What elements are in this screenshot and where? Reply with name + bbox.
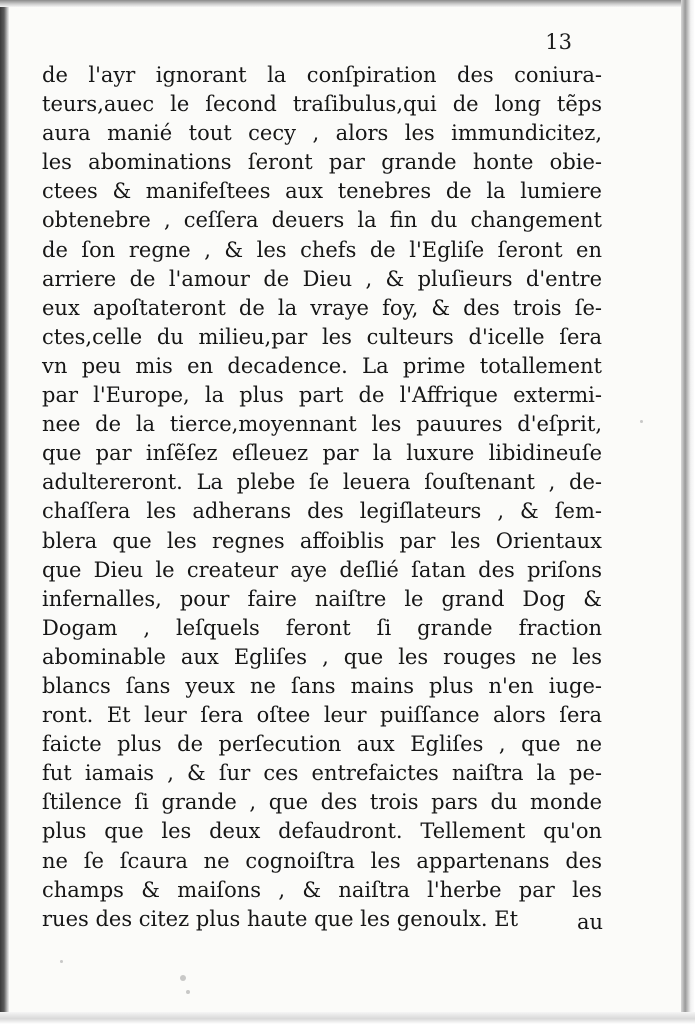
text-line: aura manié tout cecy , alors les immundicitez, (42, 121, 602, 146)
page-edge-shadow-right (681, 0, 695, 1024)
text-line: faicte plus de perſecution aux Egliſes , que ne (42, 732, 602, 757)
text-line: que Dieu le createur aye deſlié ſatan des priſons (42, 557, 602, 582)
text-line: ront. Et leur ſera oſtee leur puiſſance alors ſera (42, 703, 602, 728)
catchword: au (576, 910, 603, 934)
scan-speck (180, 975, 186, 981)
text-line: rues des citez plus haute que les genoulx. Et (42, 906, 519, 931)
page-edge-shadow-top (0, 0, 695, 7)
text-line: ſtilence ſi grande , que des trois pars du monde (42, 790, 602, 815)
text-line: plus que les deux defaudront. Tellement qu'on (42, 819, 602, 844)
text-line: obtenebre , ceſſera deuers la fin du changement (42, 208, 602, 233)
text-line: infernalles, pour faire naiſtre le grand Dog & (42, 586, 602, 611)
page-number: 13 (545, 30, 572, 54)
text-line: adultereront. La plebe ſe leuera ſouſtenant , de- (42, 470, 602, 495)
scan-speck (186, 990, 190, 994)
text-line: ctees & manifeſtees aux tenebres de la lumiere (42, 179, 602, 204)
scan-speck (640, 420, 643, 423)
page-edge-shadow-bottom (0, 1012, 695, 1024)
text-line: de l'ayr ignorant la conſpiration des coniura- (42, 63, 602, 87)
text-line: de ſon regne , & les chefs de l'Egliſe ſeront en (42, 237, 602, 262)
body-text (42, 61, 602, 934)
text-line: Dogam , leſquels feront ſi grande fraction (42, 615, 602, 640)
text-line: ne ſe ſcaura ne cognoiſtra les appartenans des (42, 848, 602, 873)
scan-speck (60, 960, 63, 963)
text-line: champs & maiſons , & naiſtra l'herbe par les (42, 877, 602, 902)
text-line: teurs,auec le ſecond traſibulus,qui de long tẽps (42, 92, 602, 117)
text-line: abominable aux Egliſes , que les rouges ne les (42, 644, 602, 669)
text-line: eux apoſtateront de la vraye foy, & des trois ſe- (42, 295, 602, 320)
text-line: les abominations ſeront par grande honte obie- (42, 150, 602, 175)
text-line: blera que les regnes affoiblis par les Orientaux (42, 528, 602, 553)
text-line: fut iamais , & ſur ces entrefaictes naiſtra la pe- (42, 761, 602, 786)
text-line: chaſſera les adherans des legiſlateurs , & ſem- (42, 499, 602, 524)
text-line: blancs ſans yeux ne ſans mains plus n'en iuge- (42, 673, 602, 698)
text-line: vn peu mis en decadence. La prime totallement (42, 353, 602, 378)
text-line: arriere de l'amour de Dieu , & pluſieurs d'entre (42, 266, 602, 291)
text-line: par l'Europe, la plus part de l'Affrique extermi- (42, 383, 602, 408)
page-edge-shadow-left (0, 0, 9, 1024)
text-line: que par inſẽſez eſleuez par la luxure libidineuſe (42, 441, 602, 466)
text-line: nee de la tierce,moyennant les pauures d'eſprit, (42, 412, 602, 437)
text-line: ctes,celle du milieu,par les culteurs d'icelle ſera (42, 324, 602, 349)
